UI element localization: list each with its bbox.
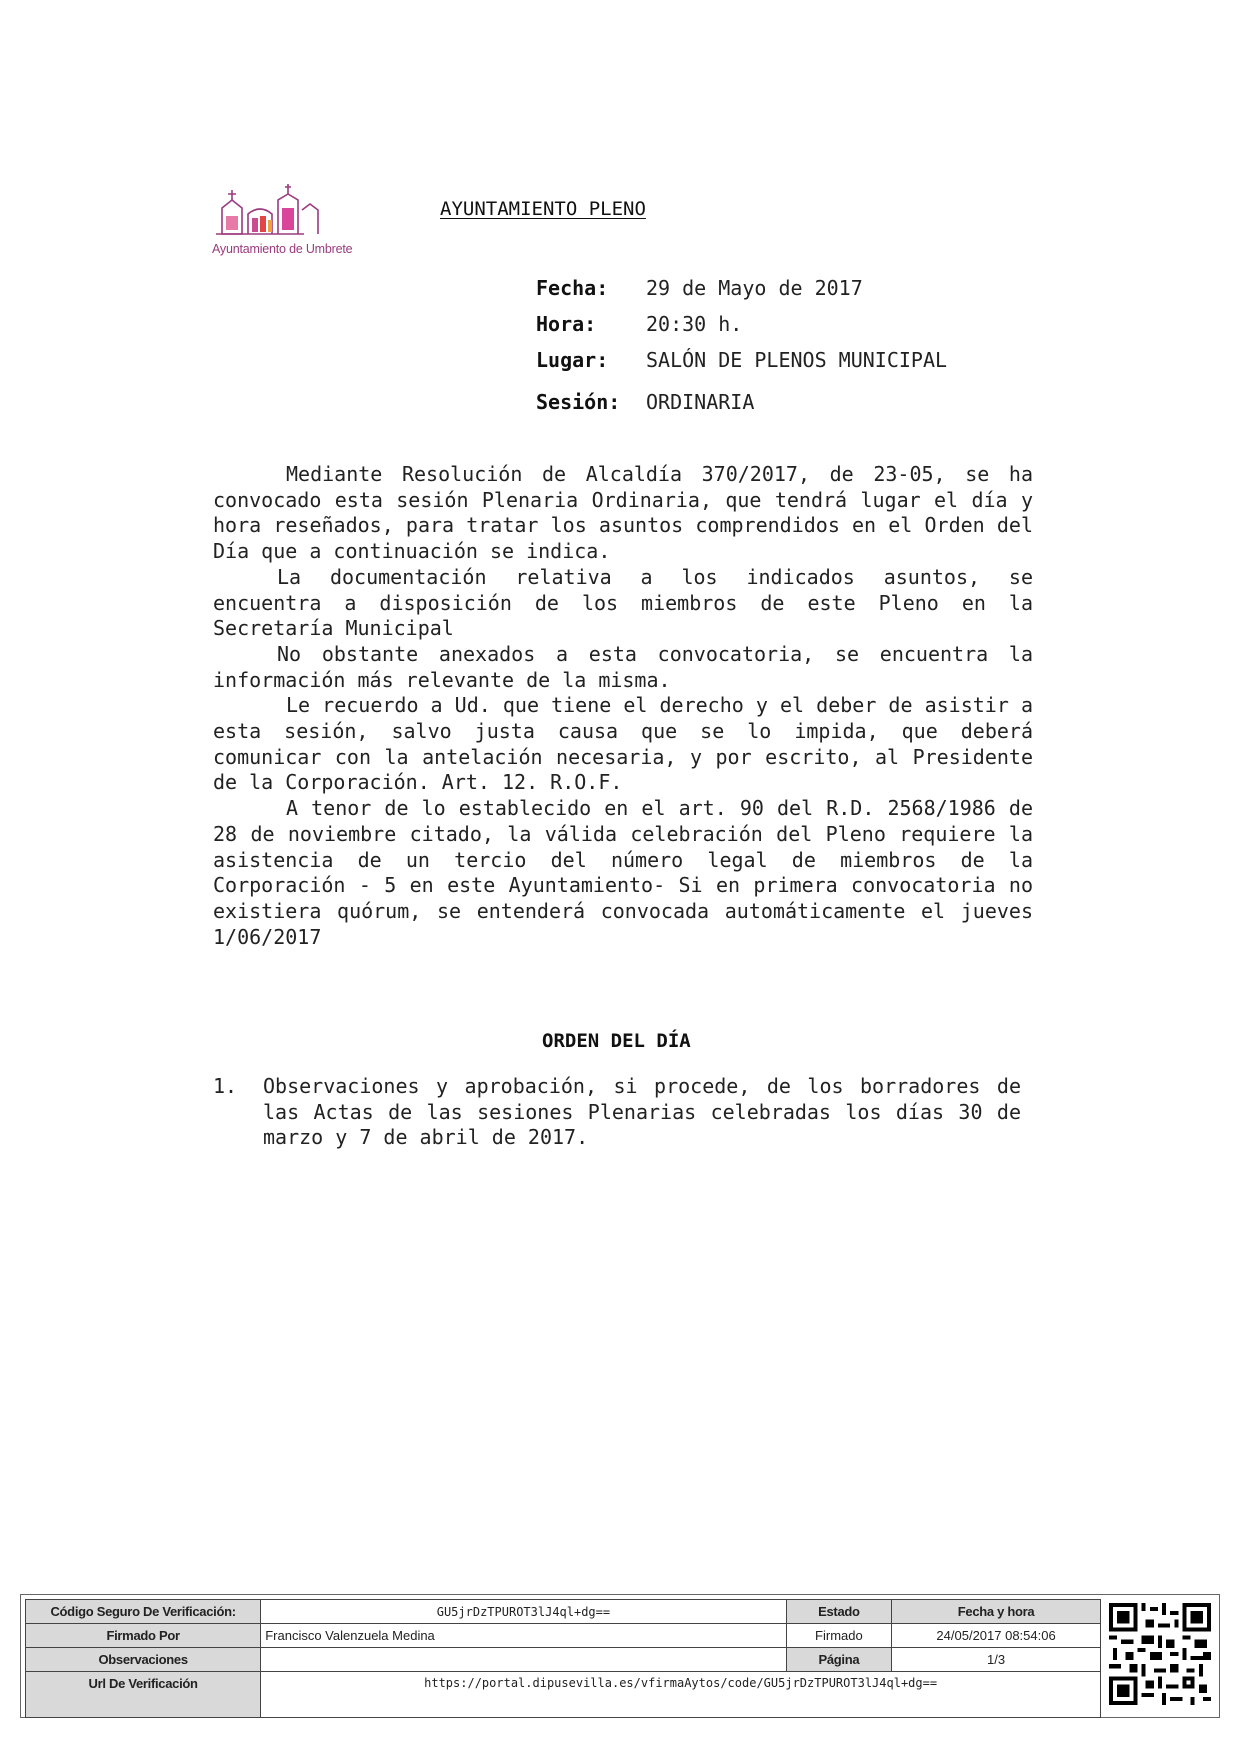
document-title: AYUNTAMIENTO PLENO <box>440 198 646 220</box>
observaciones-value <box>261 1648 786 1672</box>
pagina-value: 1/3 <box>892 1648 1101 1672</box>
firmado-label: Firmado Por <box>26 1624 261 1648</box>
orden-item-number: 1. <box>213 1074 238 1098</box>
meta-hora <box>536 312 947 348</box>
meta-key: Lugar: <box>536 348 609 372</box>
body-paragraph: No obstante anexados a esta convocatoria, se encuentra la información más relevante de la misma. <box>213 641 1033 692</box>
body-paragraph: Mediante Resolución de Alcaldía 370/2017, de 23-05, se ha convocado esta sesión Plenaria Ordinaria, que tendrá lugar el día y hora reseñados, para tratar los asuntos comprendidos en el Orden del Día que a continuación se indica. <box>213 462 1033 564</box>
codigo-value: GU5jrDzTPUROT3lJ4ql+dg== <box>261 1600 786 1624</box>
logo-caption: Ayuntamiento de Umbrete <box>212 242 353 256</box>
meta-value: 20:30 h. <box>646 312 743 336</box>
orden-item <box>213 1074 1021 1151</box>
body-paragraph: Le recuerdo a Ud. que tiene el derecho y el deber de asistir a esta sesión, salvo justa causa que se lo impida, que deberá comunicar con la antelación necesaria, y por escrito, al Presidente de la Corporación. Art. 12. R.O.F. <box>213 693 1033 795</box>
meta-fecha <box>536 276 947 312</box>
qr-code-icon <box>1109 1603 1211 1705</box>
observaciones-label: Observaciones <box>26 1648 261 1672</box>
orden-list <box>213 1074 1021 1151</box>
meta-value: 29 de Mayo de 2017 <box>646 276 863 300</box>
meta-value: SALÓN DE PLENOS MUNICIPAL <box>646 348 948 372</box>
url-label: Url De Verificación <box>26 1672 261 1718</box>
body-paragraph: La documentación relativa a los indicados asuntos, se encuentra a disposición de los miembros de este Pleno en la Secretaría Municipal <box>213 564 1033 641</box>
codigo-label: Código Seguro De Verificación: <box>26 1600 261 1624</box>
meta-key: Hora: <box>536 312 597 336</box>
meta-sesion <box>536 390 947 426</box>
convocation-body <box>213 462 1033 950</box>
pagina-label: Página <box>786 1648 892 1672</box>
meta-key: Fecha: <box>536 276 609 300</box>
session-meta <box>536 276 947 426</box>
estado-value: Firmado <box>786 1624 892 1648</box>
meta-value: ORDINARIA <box>646 390 755 414</box>
signature-footer <box>20 1594 1220 1718</box>
orden-title: ORDEN DEL DÍA <box>542 1030 691 1052</box>
url-value[interactable]: https://portal.dipusevilla.es/vfirmaAytos/code/GU5jrDzTPUROT3lJ4ql+dg== <box>261 1672 1101 1718</box>
meta-lugar <box>536 348 947 384</box>
fecha-label: Fecha y hora <box>892 1600 1101 1624</box>
firmado-value: Francisco Valenzuela Medina <box>261 1624 786 1648</box>
meta-key: Sesión: <box>536 390 621 414</box>
fecha-value: 24/05/2017 08:54:06 <box>892 1624 1101 1648</box>
body-paragraph: A tenor de lo establecido en el art. 90 del R.D. 2568/1986 de 28 de noviembre citado, la válida celebración del Pleno requiere la asistencia de un tercio del número legal de miembros de la Corporación - 5 en este Ayuntamiento- Si en primera convocatoria no existiera quórum, se entenderá convocada automáticamente el jueves 1/06/2017 <box>213 796 1033 949</box>
verification-table <box>25 1599 1101 1718</box>
orden-item-text: Observaciones y aprobación, si procede, de los borradores de las Actas de las sesiones Plenarias celebradas los días 30 de marzo y 7 de abril de 2017. <box>263 1074 1021 1150</box>
estado-label: Estado <box>786 1600 892 1624</box>
